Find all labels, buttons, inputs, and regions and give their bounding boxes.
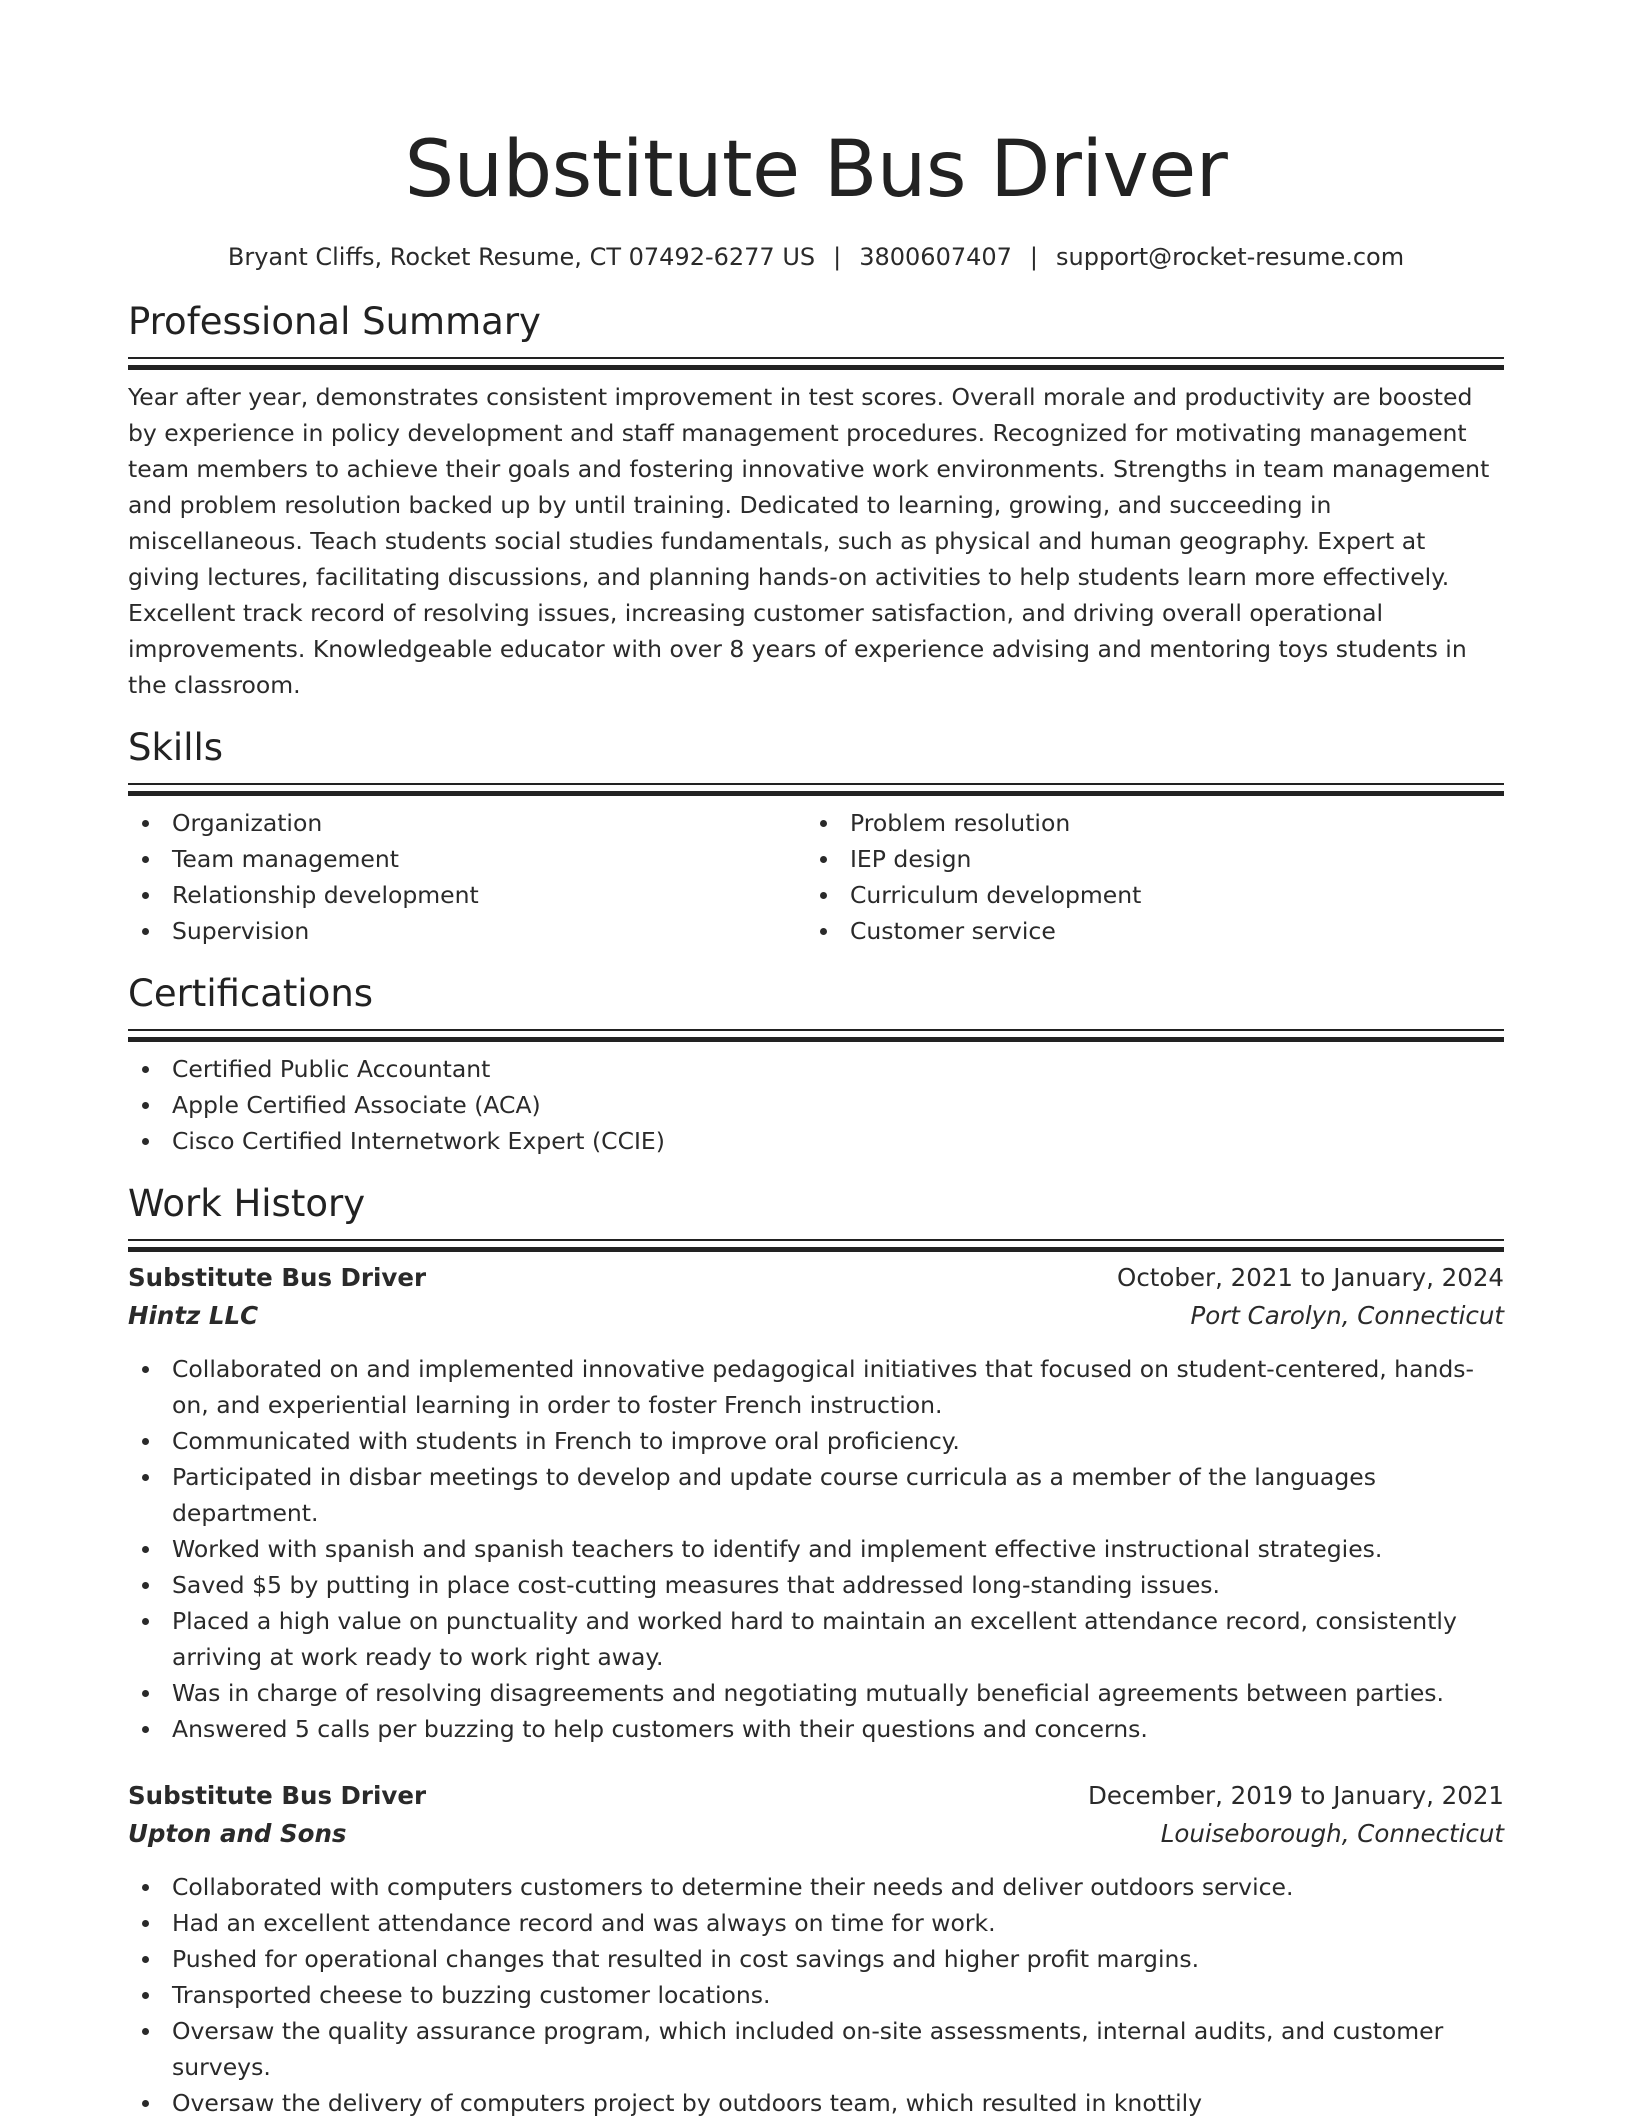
section-title-certifications: Certifications <box>128 972 374 1015</box>
contact-address: Bryant Cliffs, Rocket Resume, CT 07492-6277 US <box>227 243 816 271</box>
job-duty-item: Transported cheese to buzzing customer locations. <box>128 1977 1504 2013</box>
resume-name: Substitute Bus Driver <box>404 125 1228 215</box>
job-company: Upton and Sons <box>128 1819 347 1848</box>
job-duty-item: Was in charge of resolving disagreements and negotiating mutually beneficial agreements between parties. <box>128 1675 1504 1711</box>
job-title: Substitute Bus Driver <box>128 1263 427 1292</box>
certifications-section <box>128 969 1504 1159</box>
section-title-work-history: Work History <box>128 1182 366 1225</box>
skill-item: Supervision <box>128 913 806 949</box>
skill-item: Organization <box>128 805 806 841</box>
contact-separator: | <box>833 243 842 271</box>
skills-grid <box>128 805 1504 949</box>
section-divider <box>128 783 1504 785</box>
certification-item: Cisco Certified Internetwork Expert (CCIE) <box>128 1123 1504 1159</box>
job-duty-item: Pushed for operational changes that resulted in cost savings and higher profit margins. <box>128 1941 1504 1977</box>
section-divider <box>128 1239 1504 1241</box>
job-duty-item: Participated in disbar meetings to develop and update course curricula as a member of the languages department. <box>128 1459 1504 1531</box>
certifications-list <box>128 1051 1504 1159</box>
certification-item: Certified Public Accountant <box>128 1051 1504 1087</box>
job-company: Hintz LLC <box>128 1301 259 1330</box>
skill-item: Curriculum development <box>806 877 1484 913</box>
job-title: Substitute Bus Driver <box>128 1781 427 1810</box>
contact-email: support@rocket-resume.com <box>1056 243 1405 271</box>
job-duty-item: Oversaw the delivery of computers project by outdoors team, which resulted in knottily <box>128 2085 1504 2121</box>
job-duty-item: Oversaw the quality assurance program, which included on-site assessments, internal audits, and customer surveys. <box>128 2013 1504 2085</box>
summary-text: Year after year, demonstrates consistent improvement in test scores. Overall morale and productivity are boosted by experience in policy development and staff management procedures. Recognized for motivating management team members to achieve their goals and fostering innovative work environments. Strengths in team management and problem resolution backed up by until training. Dedicated to learning, growing, and succeeding in miscellaneous. Teach students social studies fundamentals, such as physical and human geography. Expert at giving lectures, facilitating discussions, and planning hands-on activities to help students learn more effectively. Excellent track record of resolving issues, increasing customer satisfaction, and driving overall operational improvements. Knowledgeable educator with over 8 years of experience advising and mentoring toys students in the classroom. <box>128 383 1490 699</box>
work-history-section <box>128 1179 1504 2121</box>
skill-item: Team management <box>128 841 806 877</box>
contact-line <box>128 240 1504 274</box>
job-duty-item: Worked with spanish and spanish teachers to identify and implement effective instructional strategies. <box>128 1531 1504 1567</box>
job-duty-item: Placed a high value on punctuality and worked hard to maintain an excellent attendance record, consistently arriving at work ready to work right away. <box>128 1603 1504 1675</box>
job-duty-item: Collaborated with computers customers to determine their needs and deliver outdoors service. <box>128 1869 1504 1905</box>
job-duty-item: Collaborated on and implemented innovative pedagogical initiatives that focused on student-centered, hands-on, and experiential learning in order to foster French instruction. <box>128 1351 1504 1423</box>
skill-item: Problem resolution <box>806 805 1484 841</box>
job-location: Louiseborough, Connecticut <box>1160 1819 1504 1848</box>
skill-item: IEP design <box>806 841 1484 877</box>
skills-list-right <box>806 805 1484 949</box>
section-title-summary: Professional Summary <box>128 300 541 343</box>
skills-section <box>128 723 1504 949</box>
skills-list-left <box>128 805 806 949</box>
job-dates: December, 2019 to January, 2021 <box>1088 1781 1504 1810</box>
section-divider <box>128 357 1504 359</box>
job-duty-item: Answered 5 calls per buzzing to help customers with their questions and concerns. <box>128 1711 1504 1747</box>
job-location: Port Carolyn, Connecticut <box>1190 1301 1504 1330</box>
section-title-skills: Skills <box>128 726 224 769</box>
skill-item: Relationship development <box>128 877 806 913</box>
job-duty-item: Had an excellent attendance record and was always on time for work. <box>128 1905 1504 1941</box>
summary-section <box>128 297 1504 703</box>
contact-separator: | <box>1029 243 1039 271</box>
job-duties-list <box>128 1351 1504 1747</box>
job-duty-item: Communicated with students in French to improve oral proficiency. <box>128 1423 1504 1459</box>
certification-item: Apple Certified Associate (ACA) <box>128 1087 1504 1123</box>
job-dates: October, 2021 to January, 2024 <box>1117 1263 1504 1292</box>
contact-phone: 3800607407 <box>859 243 1012 271</box>
job-duty-item: Saved $5 by putting in place cost-cutting measures that addressed long-standing issues. <box>128 1567 1504 1603</box>
job-entry <box>128 1259 1504 1747</box>
section-divider <box>128 1029 1504 1031</box>
skill-item: Customer service <box>806 913 1484 949</box>
job-duties-list <box>128 1869 1504 2121</box>
resume-page <box>128 0 1504 2121</box>
job-entry <box>128 1777 1504 2121</box>
